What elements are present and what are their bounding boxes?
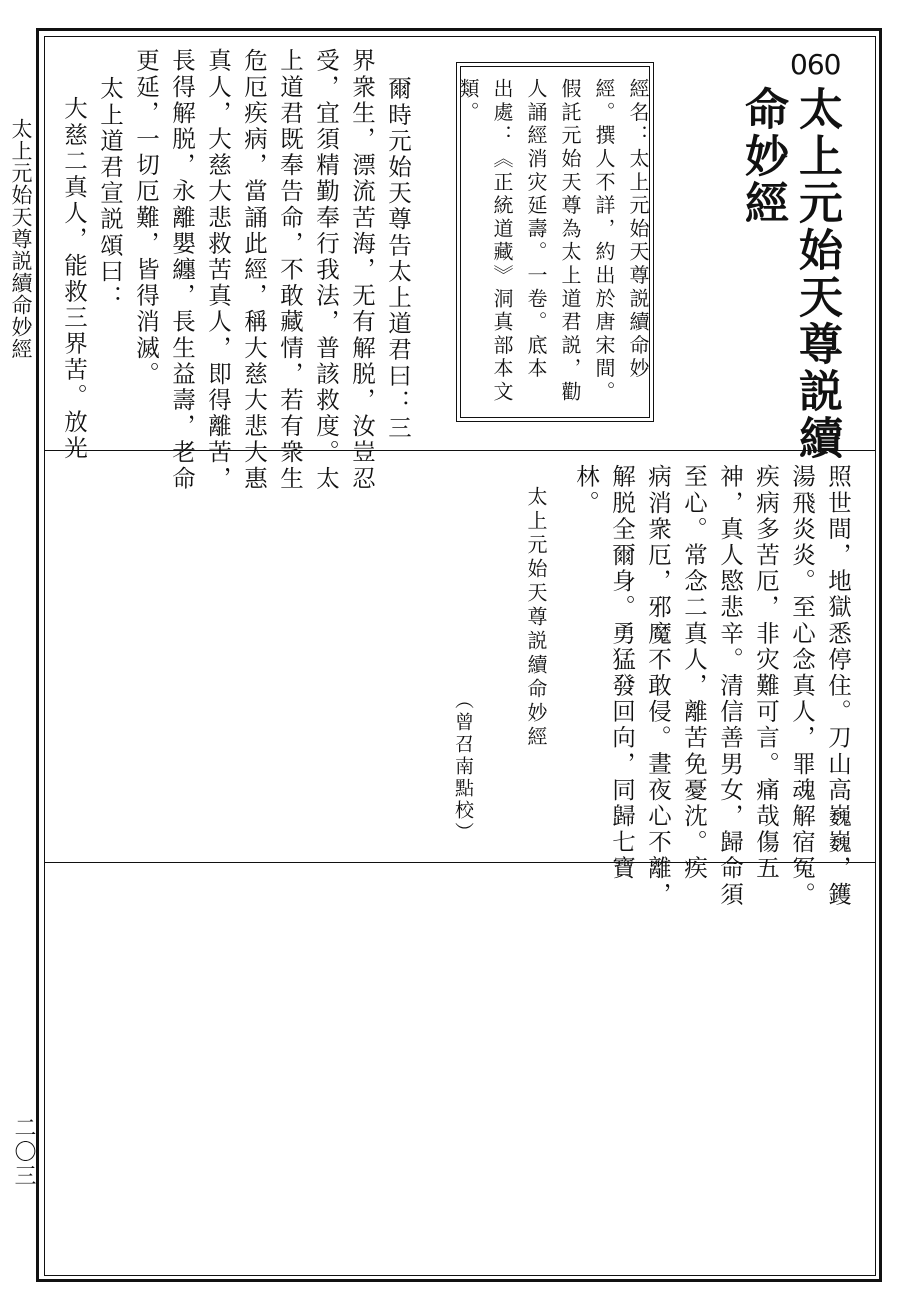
text-line: 界衆生，漂流苦海，无有解脱，汝豈忍 — [348, 48, 376, 492]
text-line: 照世間，地獄悉停住。刀山高巍巍，鑊 — [824, 464, 852, 908]
info-line-4: 人誦經消灾延壽。一卷。底本 — [524, 78, 548, 381]
text-line: 湯飛炎炎。至心念真人，罪魂解宿冤。 — [788, 464, 816, 908]
text-line: 爾時元始天尊告太上道君曰：三 — [384, 76, 412, 442]
info-line-3: 假託元始天尊為太上道君説，勸 — [558, 78, 582, 405]
text-line: 危厄疾病，當誦此經，稱大慈大悲大惠 — [240, 48, 268, 492]
page-number: 二〇三 — [11, 1116, 36, 1188]
title-line-2: 命妙經 — [737, 86, 788, 227]
info-line-1: 經名：太上元始天尊説續命妙 — [626, 78, 650, 381]
info-line-5: 出處：《正統道藏》洞真部本文 — [490, 78, 514, 405]
text-line: 疾病多苦厄，非灾難可言。痛哉傷五 — [752, 464, 780, 882]
info-line-2: 經。撰人不詳，約出於唐宋間。 — [592, 78, 616, 405]
text-line: 受，宜須精勤奉行我法，普該救度。太 — [312, 48, 340, 492]
text-line: 太上道君宣説頌曰： — [96, 76, 124, 311]
text-line: 上道君既奉告命，不敢藏情，若有衆生 — [276, 48, 304, 492]
proofreader-note: （曾召南點校） — [452, 690, 474, 844]
text-line: 長得解脱，永離嬰纏，長生益壽，老命 — [168, 48, 196, 492]
text-line: 大慈二真人，能救三界苦。放光 — [60, 96, 88, 462]
text-line: 解脱全爾身。勇猛發回向，同歸七寶 — [608, 464, 636, 882]
colophon-title: 太上元始天尊説續命妙經 — [524, 486, 548, 750]
entry-number: 060 — [790, 48, 841, 81]
text-line: 更延，一切厄難，皆得消滅。 — [132, 48, 160, 388]
text-line: 林。 — [572, 464, 600, 517]
text-line: 至心。常念二真人，離苦免憂沈。疾 — [680, 464, 708, 882]
info-line-6: 類。 — [456, 78, 480, 125]
text-line: 真人，大慈大悲救苦真人，即得離苦， — [204, 48, 232, 492]
side-running-title: 太上元始天尊説續命妙經 — [9, 118, 33, 360]
text-line: 病消衆厄，邪魔不敢侵。晝夜心不離， — [644, 464, 672, 908]
text-line: 神，真人愍悲辛。清信善男女，歸命須 — [716, 464, 744, 908]
title-line-1: 太上元始天尊説續 — [791, 86, 842, 462]
